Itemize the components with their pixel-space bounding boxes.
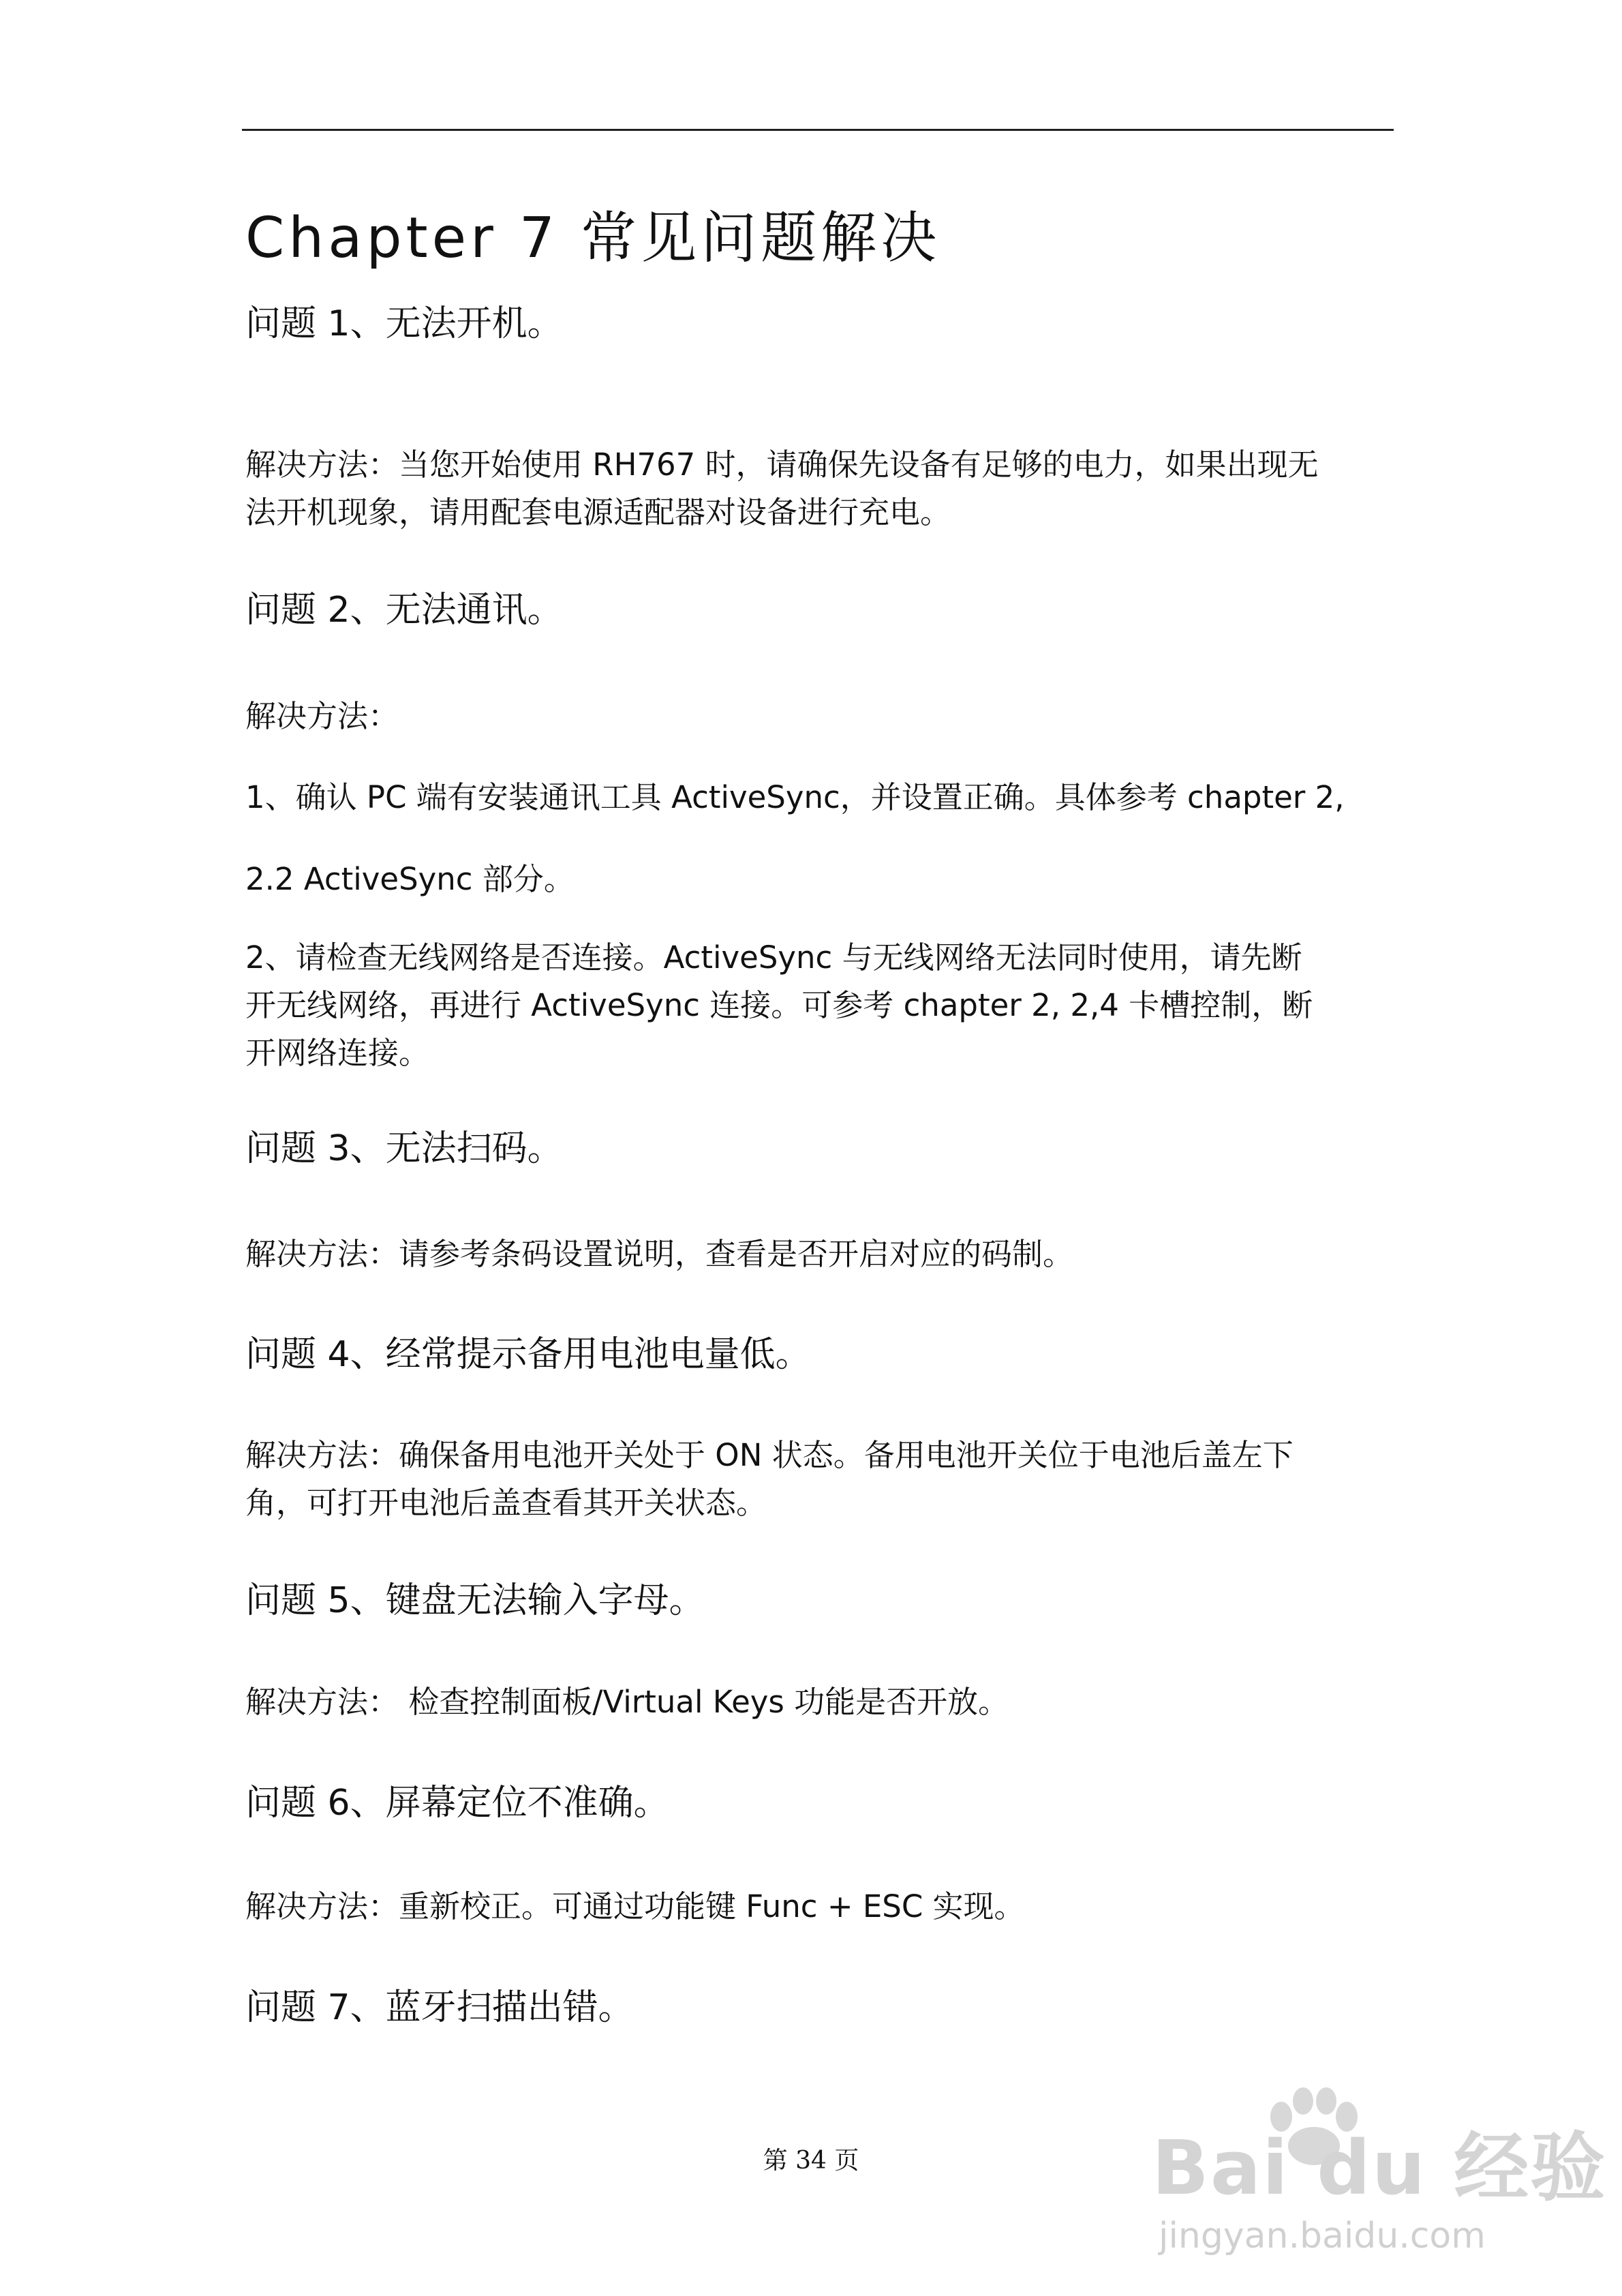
answer-line: 解决方法：重新校正。可通过功能键 Func + ESC 实现。: [245, 1888, 1025, 1924]
watermark-logo-text: Bai du 经验: [1152, 2124, 1607, 2211]
answer-line: 开网络连接。: [245, 1035, 430, 1071]
question-4-title: 问题 4、经常提示备用电池电量低。: [245, 1334, 811, 1375]
question-2-answer-heading: [245, 693, 1397, 740]
question-4-answer: [245, 1432, 1397, 1527]
page-number-footer: 第 34 页: [763, 2147, 859, 2175]
answer-line: 解决方法：: [245, 698, 399, 734]
answer-line: 解决方法：当您开始使用 RH767 时，请确保先设备有足够的电力，如果出现无: [245, 447, 1319, 483]
baidu-jingyan-watermark: [1152, 2086, 1607, 2263]
answer-line: 2.2 ActiveSync 部分。: [245, 861, 575, 897]
watermark-url: jingyan.baidu.com: [1159, 2216, 1486, 2256]
header-rule: [242, 129, 1394, 131]
question-7-title: 问题 7、蓝牙扫描出错。: [245, 1987, 634, 2028]
answer-line: 开无线网络，再进行 ActiveSync 连接。可参考 chapter 2, 2,4 卡槽控制，断: [245, 987, 1313, 1023]
question-1-title: 问题 1、无法开机。: [245, 303, 563, 344]
chapter-title: Chapter 7 常见问题解决: [245, 206, 941, 271]
answer-line: 解决方法： 检查控制面板/Virtual Keys 功能是否开放。: [245, 1684, 1009, 1720]
question-2-step-1-cont: [245, 856, 1397, 903]
question-6-title: 问题 6、屏幕定位不准确。: [245, 1783, 669, 1824]
answer-line: 2、请检查无线网络是否连接。ActiveSync 与无线网络无法同时使用，请先断: [245, 939, 1302, 976]
answer-line: 法开机现象，请用配套电源适配器对设备进行充电。: [245, 494, 951, 530]
answer-line: 解决方法：请参考条码设置说明，查看是否开启对应的码制。: [245, 1236, 1074, 1272]
question-2-step-2: [245, 934, 1397, 1077]
question-6-answer: [245, 1883, 1397, 1931]
answer-line: 1、确认 PC 端有安装通讯工具 ActiveSync，并设置正确。具体参考 chapter 2,: [245, 779, 1345, 815]
question-2-title: 问题 2、无法通讯。: [245, 590, 563, 631]
question-2-step-1: [245, 774, 1397, 821]
question-1-answer: [245, 441, 1397, 537]
answer-line: 解决方法：确保备用电池开关处于 ON 状态。备用电池开关位于电池后盖左下: [245, 1437, 1294, 1473]
question-5-title: 问题 5、键盘无法输入字母。: [245, 1580, 705, 1621]
question-3-title: 问题 3、无法扫码。: [245, 1128, 563, 1169]
question-3-answer: [245, 1230, 1397, 1278]
question-5-answer: [245, 1678, 1397, 1726]
answer-line: 角，可打开电池后盖查看其开关状态。: [245, 1485, 767, 1521]
